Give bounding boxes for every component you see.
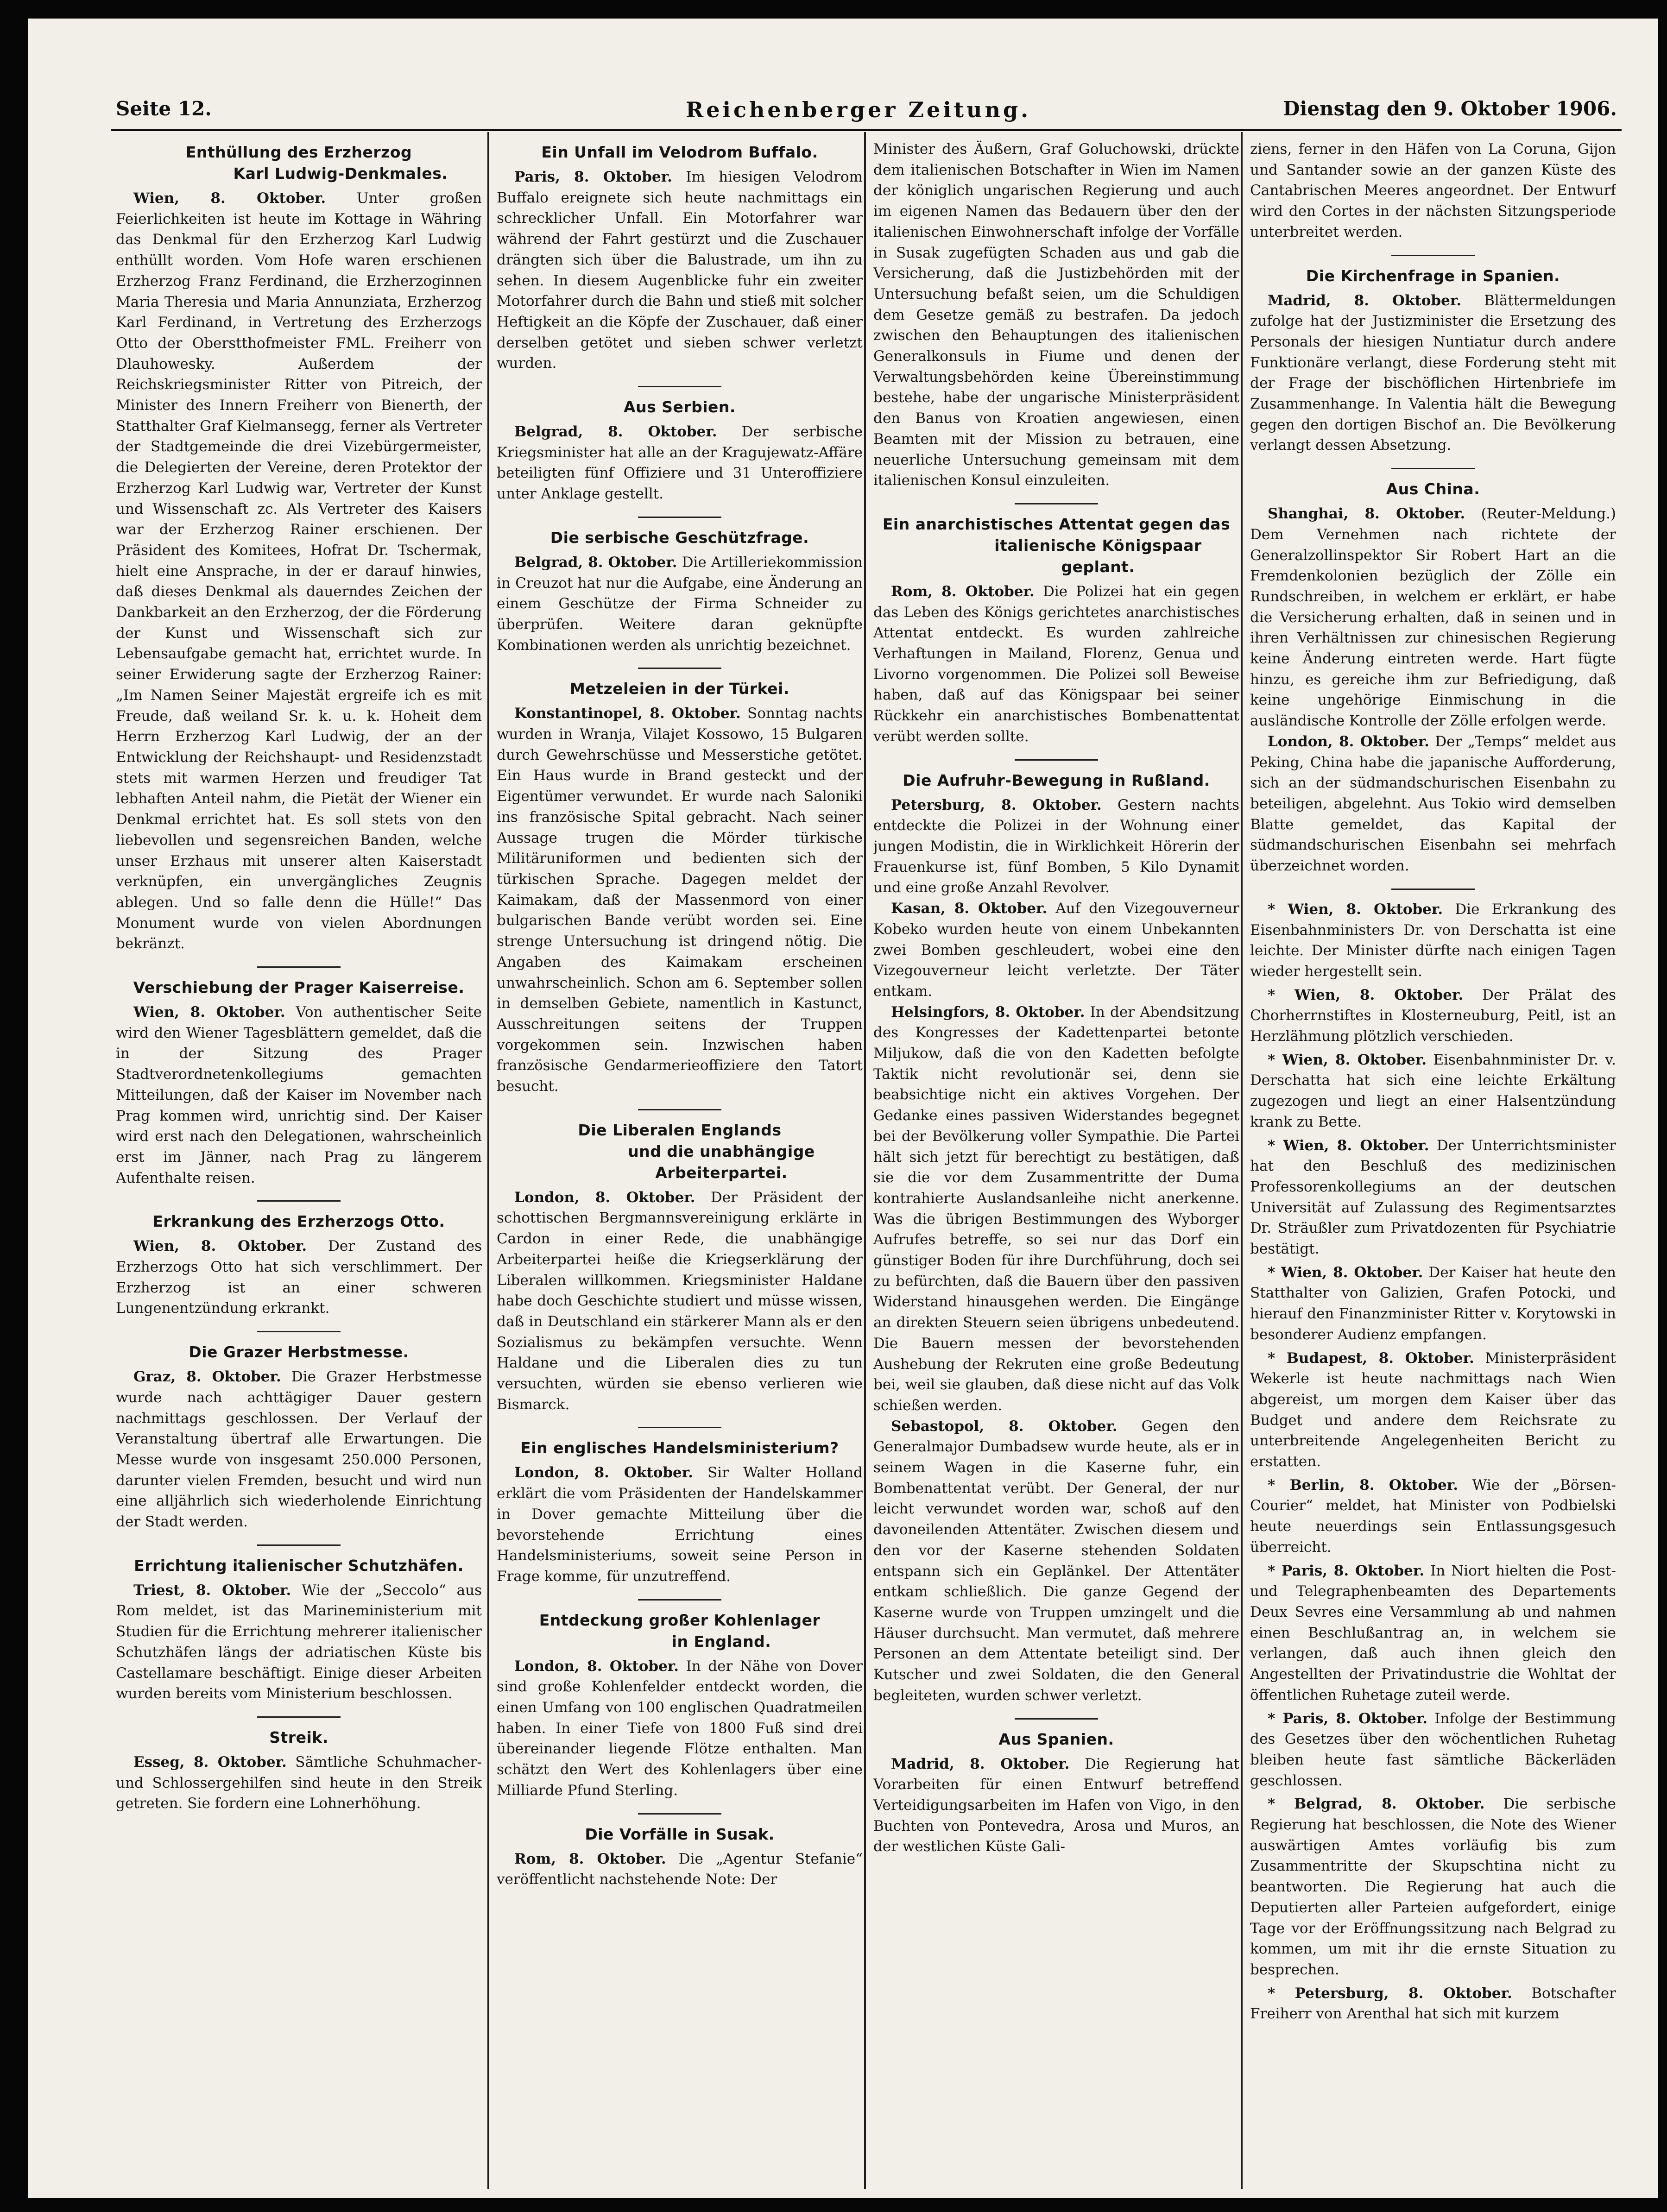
article	[497, 1599, 863, 1801]
dateline: * Wien, 8. Oktober.	[1268, 986, 1464, 1003]
article-divider	[1015, 759, 1098, 761]
column-rule	[1241, 132, 1243, 2189]
paragraph-text: Sir Walter Holland erklärt die vom Präsidenten der Handelskammer in Dover gemachte Mitteilung über die bevorstehende Errichtung eines Handelsministeriums, soweit seine Person in Frage komme, für unzutreffend.	[497, 1464, 863, 1585]
brief-text: Die Erkrankung des Eisenbahnministers Dr. von Derschatta ist eine leichte. Der Minister dürfte nach einigen Tagen wieder hergestellt sein.	[1250, 901, 1616, 980]
news-brief	[1250, 1475, 1616, 1558]
article-divider	[1391, 468, 1475, 469]
article-divider	[1015, 503, 1098, 504]
article-paragraph	[873, 795, 1239, 899]
article-divider	[638, 1427, 721, 1428]
column-1	[116, 139, 482, 2191]
brief-text: Der Unterrichtsminister hat den Beschluß des medizinischen Professorenkollegiums an der deutschen Universität auf Zulassung des Regimentsarztes Dr. Sträußler zum Privatdozenten für Psychiatrie bestätigt.	[1250, 1137, 1616, 1258]
paragraph-text: Gegen den Generalmajor Dumbadsew wurde heute, als er in seinem Wagen in die Kaserne fuhr, ein Bombenattentat verübt. Der General, der nur leicht verwundet worden war, schoß auf den davoneilenden Attentäter. Zwischen diesem und den vor der Kaserne stehenden Soldaten entspann sich ein Geplänkel. Der Attentäter entkam schließlich. Die ganze Gegend der Kaserne wurde von Truppen umzingelt und die Häuser durchsucht. Man vermutet, daß mehrere Personen an dem Attentate beteiligt sind. Der Kutscher und zwei Soldaten, die den General begleiteten, wurden schwer verletzt.	[873, 1418, 1239, 1704]
article-paragraph	[497, 167, 863, 374]
article-headline	[497, 678, 863, 700]
article-paragraph	[873, 581, 1239, 747]
article-paragraph	[873, 1002, 1239, 1416]
article-paragraph	[497, 1187, 863, 1415]
dateline: Belgrad, 8. Oktober.	[514, 554, 677, 571]
paragraph-text: Im hiesigen Velodrom Buffalo ereignete sich heute nachmittags ein schrecklicher Unfall. Ein Motorfahrer war während der Fahrt gestürzt und die Zuschauer drängten sich über die Balustrade, um ihn zu sehen. In diesem Augenblicke fuhr ein zweiter Motorfahrer durch die Bahn und stieß mit solcher Heftigkeit an die Köpfe der Zuschauer, daß einer derselben getötet und sieben schwer verletzt wurden.	[497, 169, 863, 372]
brief-text: Ministerpräsident Wekerle ist heute nachmittags nach Wien abgereist, um morgen dem Kaiser über das Budget und andere dem Reichsrate zu unterbreitende Angelegenheiten Bericht zu erstatten.	[1250, 1349, 1616, 1470]
article-divider	[638, 1599, 721, 1601]
headline-text: Aus Serbien.	[624, 398, 736, 416]
scan-border-right	[1658, 0, 1667, 2212]
article-paragraph	[497, 552, 863, 656]
headline-text: Entdeckung großer Kohlenlager	[539, 1611, 821, 1629]
news-brief	[1250, 1561, 1616, 1706]
article	[497, 517, 863, 656]
scan-border-left	[0, 0, 28, 2212]
article-paragraph	[873, 898, 1239, 1002]
article-headline	[873, 514, 1239, 578]
header-rule	[111, 129, 1622, 131]
dateline: * Wien, 8. Oktober.	[1268, 1264, 1423, 1281]
paragraph-text: In der Abendsitzung des Kongresses der Kadettenpartei betonte Miljukow, daß die von den Kadetten befolgte Taktik nicht revolutionär sei, denn sie beabsichtige nicht ein aktives Vorgehen. Der Gedanke eines passiven Widerstandes begegnet bei der Bevölkerung voller Sympathie. Die Partei hält sich jetzt für berechtigt zu bestätigen, daß sie die vor dem Zusammentritte der Duma kontrahierte Auslandsanleihe nicht anerkenne. Was die übrigen Bestimmungen des Wyborger Aufrufes betreffe, so sei nur das Dorf ein günstiger Boden für ihre Durchführung, doch sei zu befürchten, daß die Bauern über den passiven Widerstand hinausgehen werden. Die Eingänge an direkten Steuern seien übrigens unbedeutend. Die Bauern messen der bevorstehenden Aushebung der Rekruten eine große Bedeutung bei, weil sie glauben, daß diese nicht auf das Volk schießen werden.	[873, 1003, 1239, 1414]
dateline: * Budapest, 8. Oktober.	[1268, 1349, 1474, 1367]
issue-date: Dienstag den 9. Oktober 1906.	[1282, 97, 1617, 120]
brief-text: Die serbische Regierung hat beschlossen, die Note des Wiener auswärtigen Amtes vorläufig bis zum Zusammentritte der Skupschtina nicht zu beantworten. Die Regierung hat auch die Deputierten aller Parteien aufgefordert, einige Tage vor der Eröffnungssitzung nach Belgrad zu kommen, um mit ihr die ernste Situation zu besprechen.	[1250, 1796, 1616, 1978]
column-3	[873, 139, 1239, 2191]
headline-text-line2: Karl Ludwig-Denkmales.	[233, 164, 448, 183]
article	[873, 1718, 1239, 1858]
dateline: * Paris, 8. Oktober.	[1268, 1562, 1425, 1579]
dateline: Rom, 8. Oktober.	[514, 1850, 666, 1867]
brief-text: In Niort hielten die Post- und Telegraphenbeamten des Departements Deux Sevres eine Versammlung ab und nahmen einen Beschlußantrag an, in welchem sie verlangen, daß auch ihnen gleich den Angestellten der Privatindustrie die Wohltat der öffentlichen Ruhetage zuteil werde.	[1250, 1562, 1616, 1703]
paragraph-text: Die Polizei hat ein gegen das Leben des Königs gerichtetes anarchistisches Attentat entdeckt. Es wurden zahlreiche Verhaftungen in Mailand, Florenz, Genua und Livorno vorgenommen. Die Polizei soll Beweise haben, daß auf das Königspaar bei seiner Rückkehr ein anarchistisches Bombenattentat verübt werden sollte.	[873, 583, 1239, 745]
article-paragraph	[1250, 731, 1616, 876]
brief-text: Eisenbahnminister Dr. v. Derschatta hat sich eine leichte Erkältung zugezogen und liegt an einer Halsentzündung krank zu Bette.	[1250, 1051, 1616, 1130]
headline-text-line2: italienische Königspaar geplant.	[994, 536, 1202, 576]
headline-text: Ein englisches Handelsministerium?	[520, 1439, 839, 1457]
headline-text: Die serbische Geschützfrage.	[550, 528, 809, 547]
headline-text: Die Liberalen Englands	[578, 1121, 782, 1139]
article	[497, 386, 863, 504]
article-headline	[497, 142, 863, 163]
news-brief	[1250, 1794, 1616, 1980]
article-divider	[638, 1813, 721, 1815]
article-paragraph	[873, 1416, 1239, 1706]
article	[497, 1109, 863, 1415]
article-paragraph	[497, 1462, 863, 1587]
dateline: London, 8. Oktober.	[514, 1464, 694, 1481]
headline-text: Die Grazer Herbstmesse.	[189, 1343, 409, 1361]
paragraph-text: Die Grazer Herbstmesse wurde nach achttägiger Dauer gestern nachmittags geschlossen. Der Verlauf der Veranstaltung übertraf alle Erwartungen. Die Messe wurde von insgesamt 250.000 Personen, darunter vielen Fremden, besucht und wird nun eine alljährlich sich wiederholende Einrichtung der Stadt werden.	[116, 1368, 482, 1531]
article-headline	[116, 1555, 482, 1576]
dateline: * Wien, 8. Oktober.	[1268, 1051, 1427, 1068]
article-paragraph	[116, 1752, 482, 1814]
headline-text: Streik.	[269, 1728, 328, 1746]
article-headline	[497, 1120, 863, 1184]
article	[873, 139, 1239, 491]
dateline: Helsingfors, 8. Oktober.	[891, 1003, 1085, 1021]
news-brief	[1250, 1050, 1616, 1133]
news-brief	[1250, 1262, 1616, 1345]
newspaper-title: Reichenberger Zeitung.	[686, 97, 1031, 122]
article	[873, 759, 1239, 1706]
news-brief	[1250, 985, 1616, 1047]
paragraph-text: Blättermeldungen zufolge hat der Justizminister die Ersetzung des Personals der hiesigen Nuntiatur durch andere Funktionäre verlangt, diese Forderung steht mit der Frage der bischöflichen Hirtenbriefe im Zusammenhange. In Valentia hält die Bewegung gegen den dortigen Bischof an. Die Bevölkerung verlangt dessen Absetzung.	[1250, 292, 1616, 454]
article-divider	[1015, 1718, 1098, 1720]
headline-text: Ein anarchistisches Attentat gegen das	[882, 515, 1231, 533]
brief-text: Der Kaiser hat heute den Statthalter von Galizien, Grafen Potocki, und hierauf den Finanzminister Ritter v. Korytowski in besonderer Audienz empfangen.	[1250, 1264, 1616, 1343]
headline-text: Verschiebung der Prager Kaiserreise.	[133, 978, 465, 997]
headline-text: Aus Spanien.	[998, 1730, 1114, 1748]
article	[497, 668, 863, 1097]
article-headline	[116, 977, 482, 998]
article-headline	[116, 1342, 482, 1363]
article-headline	[873, 1729, 1239, 1750]
headline-text: Ein Unfall im Velodrom Buffalo.	[541, 143, 818, 161]
article	[497, 1427, 863, 1587]
article-divider	[638, 386, 721, 387]
article	[1250, 468, 1616, 876]
dateline: Wien, 8. Oktober.	[133, 1238, 307, 1255]
page-number: Seite 12.	[116, 97, 212, 120]
headline-text: Die Vorfälle in Susak.	[585, 1825, 775, 1843]
paragraph-text: Unter großen Feierlichkeiten ist heute im Kottage in Währing das Denkmal für den Erzherzog Karl Ludwig enthüllt worden. Vom Hofe waren erschienen Erzherzog Franz Ferdinand, die Erzherzoginnen Maria Theresia und Maria Annunziata, Erzherzog Karl Ferdinand, in Vertretung des Erzherzogs Otto der Oberstthofmeister FML. Freiherr von Dlauhowesky. Außerdem der Reichskriegsminister Ritter von Pitreich, der Minister des Innern Freiherr von Bienerth, der Statthalter Graf Kielmansegg, ferner als Vertreter der Stadtgemeinde die drei Vizebürgermeister, die Delegierten der Vereine, deren Protektor der Erzherzog Karl Ludwig war, Vertreter der Kunst und Wissenschaft zc. Als Vertreter des Kaisers war der Erzherzog Rainer erschienen. Der Präsident des Komitees, Hofrat Dr. Tschermak, hielt eine Ansprache, in der er darauf hinwies, daß dieses Denkmal als dauerndes Zeichen der Dankbarkeit an den Erzherzog, der die Förderung der Kunst und Wissenschaft sich zur Lebensaufgabe gemacht hat, errichtet wurde. In seiner Erwiderung sagte der Erzherzog Rainer: „Im Namen Seiner Majestät ergreife ich es mit Freude, daß weiland Sr. k. u. k. Hoheit dem Herrn Erzherzog Karl Ludwig, der an der Entwicklung der Reichshaupt- und Residenzstadt stets mit warmen Herzen und freudiger Tat lebhaften Anteil nahm, die Pietät der Wiener ein Denkmal errichtet hat. Es soll stets von den liebevollen und segensreichen Banden, welche unser Erzhaus mit unserer alten Kaiserstadt verknüpfen, ein unvergängliches Zeugnis ablegen. Und so falle denn die Hülle!“ Das Monument wurde von vielen Abordnungen bekränzt.	[116, 190, 482, 952]
article-paragraph	[116, 1002, 482, 1188]
article-headline	[497, 1610, 863, 1652]
dateline: Wien, 8. Oktober.	[133, 190, 326, 207]
news-brief	[1250, 1983, 1616, 2024]
paragraph-text: Die „Agentur Stefanie“ veröffentlicht nachstehende Note: Der	[497, 1850, 863, 1888]
news-brief	[1250, 1135, 1616, 1260]
article-divider	[638, 517, 721, 518]
dateline: * Petersburg, 8. Oktober.	[1268, 1985, 1512, 2002]
brief-text: Botschafter Freiherr von Arenthal hat sich mit kurzem	[1250, 1985, 1616, 2023]
dateline: Paris, 8. Oktober.	[514, 169, 672, 185]
brief-text: Infolge der Bestimmung des Gesetzes über den wöchentlichen Ruhetag bleiben heute fast sämtliche Bäckerläden geschlossen.	[1250, 1710, 1616, 1789]
headline-text: Die Aufruhr-Bewegung in Rußland.	[903, 771, 1210, 789]
article-paragraph	[497, 422, 863, 504]
headline-text: Die Kirchenfrage in Spanien.	[1306, 266, 1560, 285]
article-paragraph	[873, 139, 1239, 491]
article	[116, 1200, 482, 1319]
article-headline	[116, 142, 482, 184]
paragraph-text: Sonntag nachts wurden in Wranja, Vilajet Kossowo, 15 Bulgaren durch Gewehrschüsse und Messerstiche getötet. Ein Haus wurde in Brand gesteckt und der Eigentümer verwundet. Er wurde nach Saloniki ins französische Spital gebracht. Nach seiner Aussage trugen die Mörder türkische Militäruniformen und bedienten sich der türkischen Sprache. Dagegen meldet der Kaimakam, daß der Massenmord von einer bulgarischen Bande verübt worden sei. Eine strenge Untersuchung ist dringend nötig. Die Angaben des Kaimakam erscheinen unwahrscheinlich. Schon am 6. September sollen in demselben Gebiete, namentlich in Kastunct, Ausschreitungen seitens der Truppen vorgekommen sein. Inzwischen haben französische Gendarmerieoffiziere den Tatort besucht.	[497, 705, 863, 1095]
news-brief	[1250, 1708, 1616, 1791]
paragraph-text: Sämtliche Schuhmacher- und Schlossergehilfen sind heute in den Streik getreten. Sie fordern eine Lohnerhöhung.	[116, 1754, 482, 1812]
column-rule	[864, 132, 866, 2189]
article-divider	[257, 1716, 341, 1718]
brief-text: Der Prälat des Chorherrnstiftes in Klosterneuburg, Peitl, ist an Herzlähmung plötzlich verschieden.	[1250, 986, 1616, 1045]
dateline: * Wien, 8. Oktober.	[1268, 1137, 1429, 1154]
dateline: Madrid, 8. Oktober.	[891, 1755, 1070, 1772]
dateline: Belgrad, 8. Oktober.	[514, 423, 717, 441]
paragraph-text: Minister des Äußern, Graf Goluchowski, drückte dem italienischen Botschafter in Wien im Namen der königlich ungarischen Regierung und auch im eigenen Namen das Bedauern über den der italienischen Einwohnerschaft infolge der Vorfälle in Susak zugefügten Schaden aus und gab die Versicherung, daß die Justizbehörden mit der Untersuchung befaßt seien, um die Schuldigen dem Gesetze gemäß zu bestrafen. Da jedoch zwischen den Behauptungen des italienischen Generalkonsuls in Fiume und denen der Verwaltungsbehörden keine Übereinstimmung bestehe, habe der ungarische Ministerpräsident den Banus von Kroatien angewiesen, einen Beamten mit der Mission zu betrauen, eine neuerliche Untersuchung gemeinsam mit dem italienischen Konsul einzuleiten.	[873, 141, 1239, 489]
paragraph-text: Der Präsident der schottischen Bergmannsvereinigung erklärte in Cardon in einer Rede, die unabhängige Arbeiterpartei heiße die Kriegserklärung der Liberalen willkommen. Kriegsminister Haldane habe doch Geschichte studiert und müsse wissen, daß in Deutschland ein stärkerer Mann als er den Sozialismus zu bekämpfen versuchte. Wenn Haldane und die Liberalen dies zu tun versuchten, würden sie ebenso verlieren wie Bismarck.	[497, 1189, 863, 1413]
dateline: * Belgrad, 8. Oktober.	[1268, 1796, 1485, 1813]
article-divider	[257, 1544, 341, 1546]
article	[116, 966, 482, 1188]
headline-text: Errichtung italienischer Schutzhäfen.	[134, 1556, 464, 1575]
article	[497, 1813, 863, 1890]
dateline: Petersburg, 8. Oktober.	[891, 796, 1102, 813]
paragraph-text: (Reuter-Meldung.) Dem Vernehmen nach richtete der Generalzollinspektor Sir Robert Hart an die Fremdenkolonien bezüglich der Zölle ein Rundschreiben, in welchem er erklärt, er habe die Versicherung erhalten, daß in seinen und in ihren Verhältnissen zur chinesischen Regierung keine Änderung eintreten werde. Hart fügte hinzu, es gereiche ihm zur Befriedigung, daß keine ungehörige Einmischung in die ausländische Kontrolle der Zölle erfolgen werde.	[1250, 505, 1616, 730]
brief-text: Wie der „Börsen-Courier“ meldet, hat Minister von Podbielski heute neuerdings sein Entlassungsgesuch überreicht.	[1250, 1476, 1616, 1556]
article	[116, 1716, 482, 1814]
article	[873, 503, 1239, 747]
article-divider	[257, 1200, 341, 1202]
dateline: Kasan, 8. Oktober.	[891, 900, 1048, 917]
scan-border-top	[0, 0, 1667, 19]
dateline: * Wien, 8. Oktober.	[1268, 901, 1443, 918]
column-2	[497, 139, 863, 2191]
article-divider	[638, 668, 721, 669]
article-paragraph	[1250, 139, 1616, 243]
paragraph-text: Wie der „Seccolo“ aus Rom meldet, ist das Marineministerium mit Studien für die Errichtung mehrerer italienischer Schutzhäfen längs der adriatischen Küste bis Castellamare beschäftigt. Einige dieser Arbeiten wurden bereits vom Ministerium beschlossen.	[116, 1582, 482, 1702]
article	[116, 142, 482, 954]
article-headline	[497, 1824, 863, 1845]
article-headline	[497, 1437, 863, 1459]
paragraph-text: Der „Temps“ meldet aus Peking, China habe die japanische Aufforderung, sich an der südmandschurischen Eisenbahn zu beteiligen, abgelehnt. Aus Tokio wird demselben Blatte gemeldet, das Kapital der südmandschurischen Eisenbahn sei mehrfach überzeichnet worden.	[1250, 733, 1616, 875]
news-brief	[1250, 1348, 1616, 1472]
section-divider	[1391, 889, 1475, 890]
paragraph-text: ziens, ferner in den Häfen von La Coruna, Gijon und Santander sowie an der ganzen Küste des Cantabrischen Meeres angeordnet. Der Entwurf wird den Cortes in der nächsten Sitzungsperiode unterbreitet werden.	[1250, 141, 1616, 240]
dateline: Konstantinopel, 8. Oktober.	[514, 705, 741, 722]
paragraph-text: Die Artilleriekommission in Creuzot hat nur die Aufgabe, eine Änderung an einem Geschütze der Firma Schneider zu überprüfen. Weitere daran geknüpfte Kombinationen werden als unrichtig bezeichnet.	[497, 554, 863, 654]
paragraph-text: Von authentischer Seite wird den Wiener Tagesblättern gemeldet, daß die in der Sitzung des Prager Stadtverordnetenkollegiums gemachten Mitteilungen, daß der Kaiser im November nach Prag kommen wird, unrichtig sind. Der Kaiser wird erst nach den Delegationen, wahrscheinlich erst im Jänner, nach Prag zu längerem Aufenthalte reisen.	[116, 1004, 482, 1186]
column-4	[1250, 139, 1616, 2191]
article-divider	[257, 966, 341, 968]
article-headline	[1250, 479, 1616, 500]
dateline: * Paris, 8. Oktober.	[1268, 1710, 1428, 1727]
article	[116, 1331, 482, 1532]
article-paragraph	[116, 1367, 482, 1532]
paragraph-text: Der Zustand des Erzherzogs Otto hat sich verschlimmert. Der Erzherzog ist an einer schweren Lungenentzündung erkrankt.	[116, 1238, 482, 1317]
paragraph-text: Die Regierung hat Vorarbeiten für einen Entwurf betreffend Verteidigungsarbeiten im Hafen von Vigo, in den Buchten von Pontevedra, Arosa und Muros, an der westlichen Küste Gali-	[873, 1755, 1239, 1855]
dateline: * Berlin, 8. Oktober.	[1268, 1476, 1459, 1494]
dateline: Rom, 8. Oktober.	[891, 583, 1035, 600]
article-paragraph	[497, 1849, 863, 1890]
headline-text: Aus China.	[1386, 480, 1480, 498]
article-headline	[116, 1727, 482, 1748]
news-brief	[1250, 899, 1616, 982]
paragraph-text: Gestern nachts entdeckte die Polizei in der Wohnung einer jungen Modistin, die in Wirklichkeit Hörerin der Frauenkurse ist, fünf Bomben, 5 Kilo Dynamit und eine große Anzahl Revolver.	[873, 796, 1239, 896]
article	[116, 1544, 482, 1704]
headline-text: Erkrankung des Erzherzogs Otto.	[152, 1212, 445, 1231]
dateline: Shanghai, 8. Oktober.	[1268, 505, 1465, 523]
article	[1250, 139, 1616, 243]
dateline: Wien, 8. Oktober.	[133, 1004, 285, 1021]
headline-text-line2: und die unabhängige Arbeiterpartei.	[628, 1142, 815, 1182]
dateline: Graz, 8. Oktober.	[133, 1368, 281, 1386]
article-headline	[116, 1211, 482, 1232]
headline-text: Metzeleien in der Türkei.	[570, 680, 789, 698]
article	[497, 142, 863, 374]
dateline: Esseg, 8. Oktober.	[133, 1754, 287, 1771]
headline-text-line2: in England.	[671, 1632, 771, 1651]
article-paragraph	[497, 1656, 863, 1801]
article-paragraph	[116, 188, 482, 954]
paragraph-text: In der Nähe von Dover sind große Kohlenfelder entdeckt worden, die einen Umfang von 100 englischen Quadratmeilen haben. In einer Tiefe von 1800 Fuß sind drei übereinander liegende Flötze enthalten. Man schätzt den Wert des Kohlenlagers über eine Milliarde Pfund Sterling.	[497, 1657, 863, 1799]
page-header	[116, 97, 1617, 130]
article-headline	[497, 397, 863, 418]
article-paragraph	[116, 1236, 482, 1319]
article-paragraph	[1250, 504, 1616, 731]
dateline: Madrid, 8. Oktober.	[1268, 292, 1462, 309]
article	[1250, 255, 1616, 456]
column-rule	[487, 132, 489, 2189]
dateline: Triest, 8. Oktober.	[133, 1582, 291, 1599]
article-paragraph	[1250, 290, 1616, 456]
article-headline	[497, 527, 863, 548]
paragraph-text: Auf den Vizegouverneur Kobeko wurden heute von einem Unbekannten zwei Bomben geschleudert, wobei eine den Vizegouverneur leicht verletzte. Der Täter entkam.	[873, 900, 1239, 1000]
article-headline	[873, 770, 1239, 791]
article-paragraph	[497, 703, 863, 1097]
article-headline	[1250, 265, 1616, 287]
article-divider	[638, 1109, 721, 1110]
dateline: Sebastopol, 8. Oktober.	[891, 1418, 1118, 1435]
dateline: London, 8. Oktober.	[1268, 733, 1429, 750]
dateline: London, 8. Oktober.	[514, 1657, 679, 1675]
paragraph-text: Der serbische Kriegsminister hat alle an der Kragujewatz-Affäre beteiligten fünf Offiziere und 31 Unteroffiziere unter Anklage gestellt.	[497, 423, 863, 503]
headline-text: Enthüllung des Erzherzog	[185, 143, 412, 161]
article-paragraph	[116, 1580, 482, 1704]
scan-border-bottom	[0, 2198, 1667, 2212]
dateline: London, 8. Oktober.	[514, 1189, 695, 1206]
article-divider	[257, 1331, 341, 1332]
article-paragraph	[873, 1754, 1239, 1858]
article-divider	[1391, 255, 1475, 256]
